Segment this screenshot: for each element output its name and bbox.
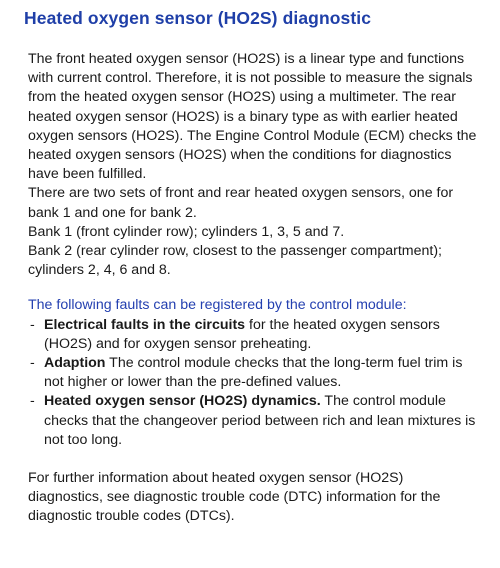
- sensor-sets-paragraph: There are two sets of front and rear heated oxygen sensors, one for bank 1 and one for bank 2.: [28, 185, 454, 221]
- fault-item-adaption: [28, 354, 482, 392]
- fault-description: for the heated oxygen sensors (HO2S) and for oxygen sensor preheating.: [44, 316, 440, 352]
- closing-paragraph: For further information about heated oxygen sensor (HO2S) diagnostics, see diagnostic trouble code (DTC) information for the diagnostic trouble codes (DTCs).: [28, 470, 441, 525]
- dash-bullet: -: [30, 355, 35, 372]
- fault-description: The control module checks that the changeover period between rich and lean mixtures is not too long.: [44, 393, 476, 448]
- fault-item-dynamics: [28, 392, 482, 450]
- bank-1-paragraph: Bank 1 (front cylinder row); cylinders 1, 3, 5 and 7.: [28, 223, 345, 240]
- intro-paragraph: The front heated oxygen sensor (HO2S) is a linear type and functions with current control. Therefore, it is not possible to measure the signals from the heated oxygen sensor (HO2S) using a multimeter. The rear heated oxygen sensor (HO2S) is a binary type as with earlier heated oxygen sensors (HO2S). The Engine Control Module (ECM) checks the heated oxygen sensors (HO2S) when the conditions for diagnostics have been fulfilled.: [28, 51, 477, 183]
- fault-term: Adaption: [44, 355, 106, 372]
- document-title: Heated oxygen sensor (HO2S) diagnostic: [24, 8, 372, 28]
- fault-term: Electrical faults in the circuits: [44, 316, 246, 333]
- dash-bullet: -: [30, 393, 35, 410]
- bank-2-paragraph: Bank 2 (rear cylinder row, closest to the passenger compartment); cylinders 2, 4, 6 and 8.: [28, 243, 442, 279]
- dash-bullet: -: [30, 316, 35, 333]
- fault-list: [28, 316, 482, 450]
- fault-item-electrical: [28, 316, 482, 354]
- faults-heading: The following faults can be registered by the control module:: [28, 297, 407, 314]
- fault-description: The control module checks that the long-term fuel trim is not higher or lower than the pre-defined values.: [44, 355, 463, 391]
- fault-term: Heated oxygen sensor (HO2S) dynamics.: [44, 393, 321, 410]
